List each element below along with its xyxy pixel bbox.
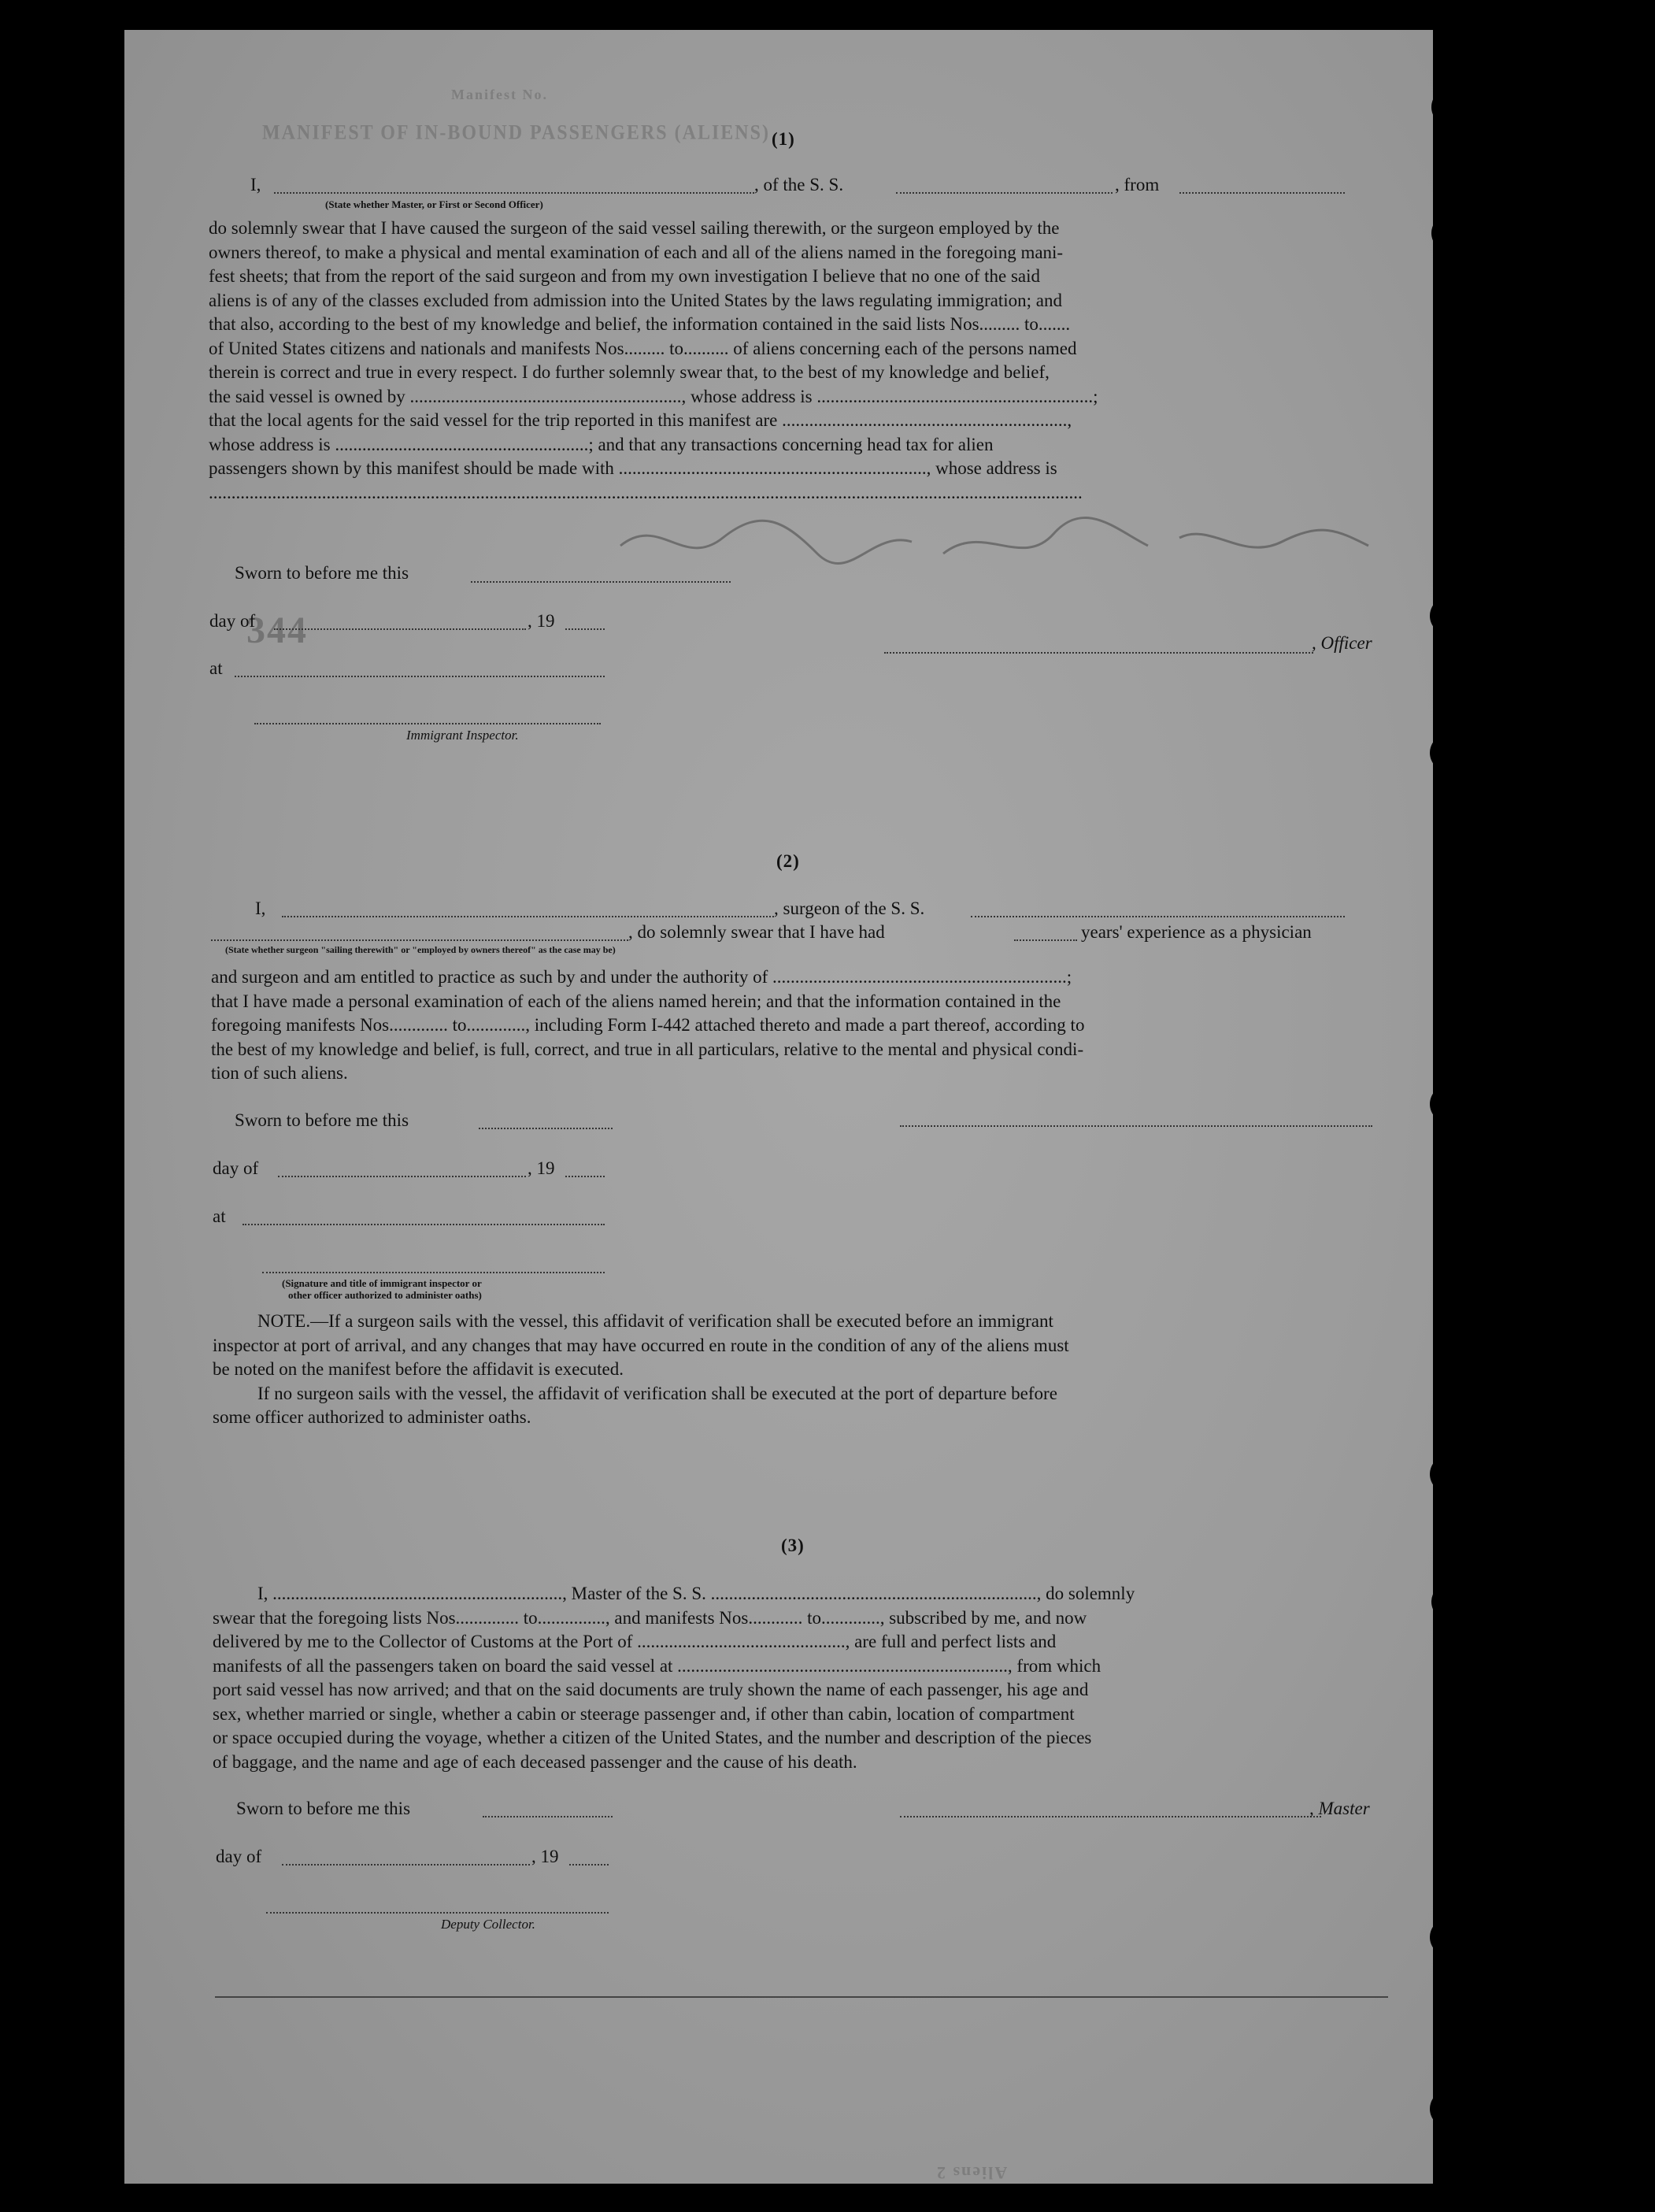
punch-hole	[1430, 597, 1468, 635]
s3-line: delivered by me to the Collector of Customs at the Port of .............................................., are full and perfect lists and	[213, 1632, 1057, 1651]
s3-line: port said vessel has now arrived; and that on the said documents are truly shown the name of each passenger, his age and	[213, 1680, 1089, 1699]
s2-body	[211, 965, 1392, 1086]
s1-sworn-label: Sworn to before me this	[235, 563, 409, 583]
s1-vessel-field[interactable]	[896, 192, 1113, 194]
s3-sworn-label: Sworn to before me this	[236, 1799, 411, 1818]
s2-status-field[interactable]	[211, 939, 628, 941]
s3-day-of-label: day of	[216, 1847, 262, 1866]
ghost-number: 344	[246, 610, 308, 651]
s3-year-field[interactable]	[569, 1864, 609, 1866]
s3-line: swear that the foregoing lists Nos.............. to..............., and manifests Nos............ to............., subscribed by me, and now	[213, 1607, 1087, 1628]
s1-at-field[interactable]	[235, 676, 605, 677]
s1-line: owners thereof, to make a physical and mental examination of each and all of the aliens named in the foregoing mani-	[209, 242, 1064, 262]
s3-body	[213, 1582, 1394, 1774]
s3-line: of baggage, and the name and age of each deceased passenger and the cause of his death.	[213, 1751, 857, 1772]
faint-signature	[613, 498, 1384, 585]
s1-line: that also, according to the best of my knowledge and belief, the information contained in the said lists Nos......... to.......	[209, 314, 1071, 334]
s2-day-of-label: day of	[213, 1158, 259, 1178]
s2-sworn-field[interactable]	[479, 1128, 613, 1129]
s1-officer-name-field[interactable]	[274, 192, 754, 194]
manifest-title: MANIFEST OF IN-BOUND PASSENGERS (ALIENS)	[262, 121, 770, 145]
s3-line: or space occupied during the voyage, whether a citizen of the United States, and the number and description of the pieces	[213, 1728, 1092, 1747]
s1-from-field[interactable]	[1179, 192, 1345, 194]
s1-line: the said vessel is owned by ............................................................, whose address is .............................................................;	[209, 386, 1098, 406]
s2-i-label: I,	[255, 899, 266, 918]
s2-line: the best of my knowledge and belief, is full, correct, and true in all particulars, relative to the mental and physical condi-	[211, 1039, 1084, 1059]
punch-hole	[1433, 1961, 1471, 1999]
s1-at-label: at	[209, 658, 223, 678]
s2-note-line: some officer authorized to administer oaths.	[213, 1407, 531, 1427]
punch-hole	[1430, 1455, 1468, 1493]
s2-day-field[interactable]	[278, 1176, 526, 1177]
s1-day-of-label: day of	[209, 611, 256, 631]
s2-at-field[interactable]	[243, 1224, 605, 1225]
s1-line: passengers shown by this manifest should be made with ...................................................................., whose address is	[209, 458, 1057, 478]
s2-line: foregoing manifests Nos............. to............., including Form I-442 attached thereto and made a part thereof, according to	[211, 1015, 1085, 1035]
s2-line2-mid: , do solemnly swear that I have had	[628, 922, 885, 942]
s2-years-field[interactable]	[1014, 939, 1077, 941]
s1-line: of United States citizens and nationals and manifests Nos......... to.......... of aliens concerning each of the persons named	[209, 338, 1077, 358]
s3-deputy-label: Deputy Collector.	[441, 1917, 535, 1932]
s2-line: tion of such aliens.	[211, 1063, 348, 1083]
s1-of-ss-label: , of the S. S.	[754, 175, 844, 195]
s2-surgeon-name-field[interactable]	[282, 916, 774, 917]
s1-inspector-sig-field[interactable]	[254, 723, 601, 724]
bottom-rule	[215, 1996, 1388, 1998]
s2-sworn-label: Sworn to before me this	[235, 1110, 409, 1130]
s3-deputy-sig-field[interactable]	[266, 1912, 609, 1914]
s2-vessel-field[interactable]	[971, 916, 1345, 917]
s1-year-field[interactable]	[565, 628, 605, 630]
s2-note	[213, 1310, 1394, 1430]
punch-hole	[1430, 1085, 1468, 1123]
s1-officer-sig-field[interactable]	[884, 652, 1313, 654]
s3-master-label: , Master	[1309, 1799, 1370, 1818]
punch-hole	[1430, 2090, 1468, 2128]
s1-line: .................................................................................................................................................................................................	[209, 482, 1083, 502]
s2-note-line: NOTE.—If a surgeon sails with the vessel, this affidavit of verification shall be executed before an immigrant	[257, 1311, 1053, 1331]
s3-nineteen-label: , 19	[531, 1847, 559, 1866]
s1-line: aliens is of any of the classes excluded from admission into the United States by the laws regulating immigration; and	[209, 290, 1062, 310]
s2-state-note: (State whether surgeon "sailing therewith" or "employed by owners thereof" as the case may be)	[225, 944, 616, 955]
s2-sig-note-1: (Signature and title of immigrant inspector or	[282, 1277, 482, 1289]
s2-signature-field[interactable]	[900, 1125, 1372, 1127]
punch-hole	[1431, 1583, 1469, 1621]
s1-nineteen-label: , 19	[528, 611, 555, 631]
punch-hole	[1430, 734, 1468, 772]
s1-body	[209, 217, 1391, 505]
s2-line: and surgeon and am entitled to practice as such by and under the authority of .................................................................;	[211, 967, 1072, 987]
punch-hole	[1450, 236, 1488, 274]
s3-line: sex, whether married or single, whether a cabin or steerage passenger and, if other than cabin, location of compartment	[213, 1703, 1075, 1724]
s1-line: that the local agents for the said vessel for the trip reported in this manifest are ...............................................................,	[209, 410, 1072, 430]
s1-sworn-field[interactable]	[471, 581, 731, 583]
section-2-number: (2)	[776, 851, 800, 871]
s2-at-label: at	[213, 1206, 226, 1226]
s2-nineteen-label: , 19	[528, 1158, 555, 1178]
document-page	[124, 30, 1433, 2184]
s1-line: whose address is ........................................................; and that any transactions concerning head tax for alien	[209, 434, 994, 454]
s1-inspector-label: Immigrant Inspector.	[406, 728, 519, 743]
s1-line: therein is correct and true in every respect. I do further solemnly swear that, to the best of my knowledge and belief,	[209, 362, 1050, 382]
s2-year-field[interactable]	[565, 1176, 605, 1177]
s1-line: do solemnly swear that I have caused the surgeon of the said vessel sailing therewith, or the surgeon employed by the	[209, 218, 1060, 238]
s3-master-sig-field[interactable]	[900, 1816, 1321, 1817]
s3-day-field[interactable]	[282, 1864, 530, 1866]
s2-note-line: be noted on the manifest before the affidavit is executed.	[213, 1359, 624, 1379]
s2-surgeon-of-label: , surgeon of the S. S.	[774, 899, 925, 918]
s1-officer-label: , Officer	[1312, 633, 1372, 653]
s1-from-label: , from	[1115, 175, 1160, 195]
s1-line: fest sheets; that from the report of the said surgeon and from my own investigation I believe that no one of the said	[209, 266, 1041, 286]
s3-line: manifests of all the passengers taken on board the said vessel at ........................................................................., from which	[213, 1655, 1101, 1676]
s2-line: that I have made a personal examination of each of the aliens named herein; and that the information contained in the	[211, 991, 1061, 1011]
s1-i-label: I,	[250, 175, 261, 195]
s3-line: I, ................................................................, Master of the S. S. ........................................................................, do solemnly	[257, 1584, 1135, 1603]
s2-note-line: If no surgeon sails with the vessel, the affidavit of verification shall be executed at the port of departure before	[257, 1383, 1057, 1403]
section-3-number: (3)	[781, 1536, 805, 1555]
s2-inspector-sig-field[interactable]	[262, 1272, 605, 1273]
s2-line2-end: years' experience as a physician	[1081, 922, 1312, 942]
punch-hole	[1430, 1918, 1468, 1956]
s1-master-note: (State whether Master, or First or Second Officer)	[325, 198, 543, 210]
punch-hole	[1431, 88, 1469, 126]
s3-sworn-field[interactable]	[483, 1816, 613, 1817]
aliens-stamp: Aliens 2	[935, 2163, 1008, 2183]
s2-note-line: inspector at port of arrival, and any changes that may have occurred en route in the condition of any of the aliens must	[213, 1335, 1069, 1355]
manifest-number-label: Manifest No.	[451, 87, 548, 102]
s2-sig-note-2: other officer authorized to administer oaths)	[288, 1289, 482, 1301]
s1-day-field[interactable]	[274, 628, 526, 630]
section-1-number: (1)	[772, 129, 795, 149]
